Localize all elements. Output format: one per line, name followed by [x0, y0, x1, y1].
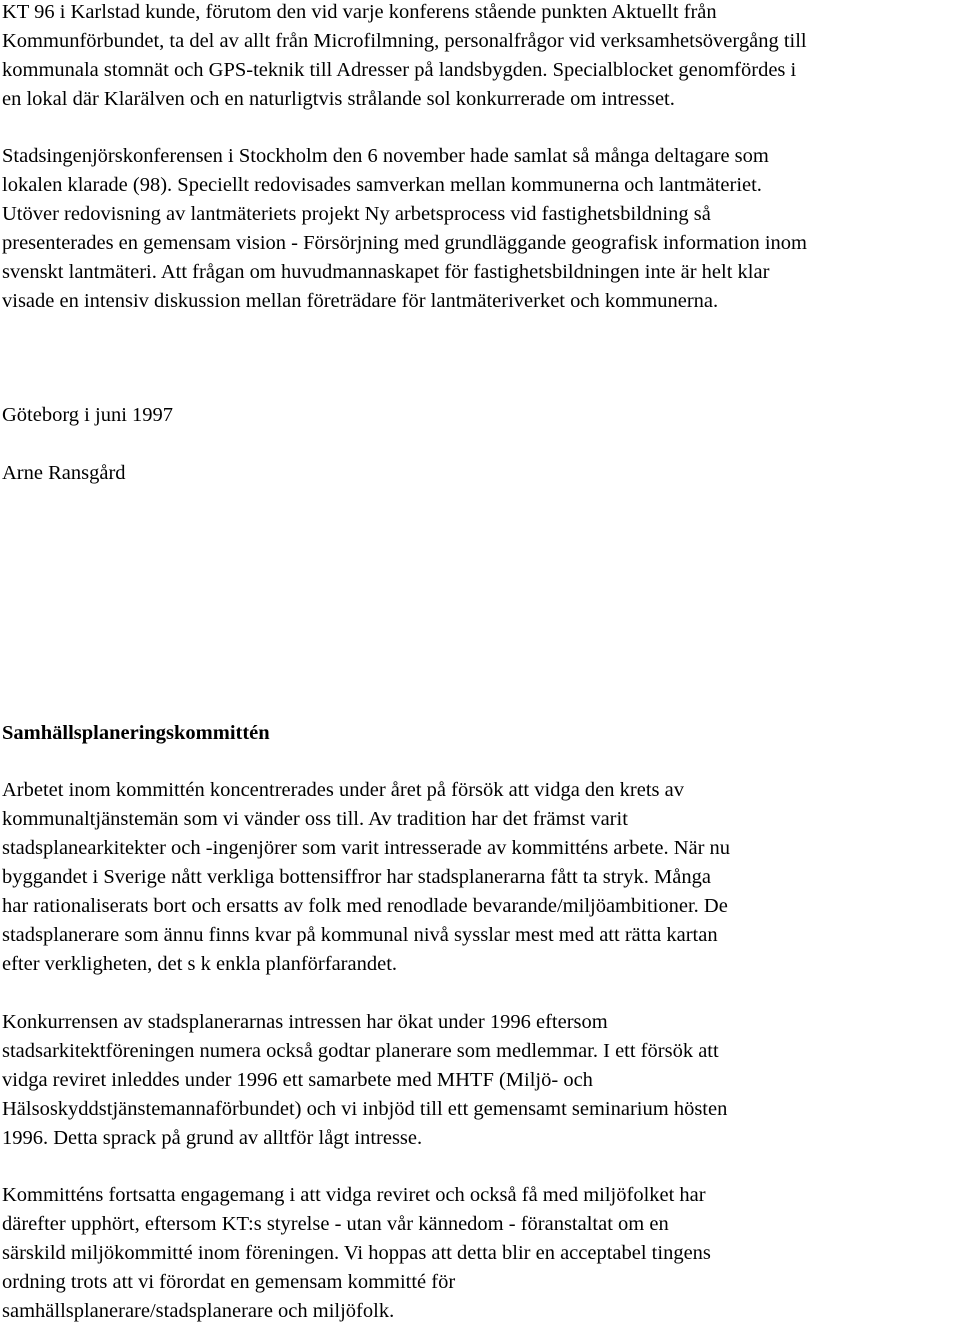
text-line: byggandet i Sverige nått verkliga bottensiffror har stadsplanerarna fått ta stryk. Många — [2, 866, 711, 888]
text-line: Arbetet inom kommittén koncentrerades under året på försök att vidga den krets av — [2, 779, 684, 801]
text-line: samhällsplanerare/stadsplanerare och miljöfolk. — [2, 1300, 395, 1322]
text-line: Kommunförbundet, ta del av allt från Microfilmning, personalfrågor vid verksamhetsövergång till — [2, 30, 807, 52]
text-line: Konkurrensen av stadsplanerarnas intressen har ökat under 1996 eftersom — [2, 1011, 608, 1033]
text-line: vidga reviret inleddes under 1996 ett samarbete med MHTF (Miljö- och — [2, 1069, 593, 1091]
text-line: KT 96 i Karlstad kunde, förutom den vid varje konferens stående punkten Aktuellt från — [2, 1, 717, 23]
dateline: Göteborg i juni 1997 — [2, 404, 174, 426]
paragraph-kt96-conference — [2, 0, 958, 114]
text-line: efter verkligheten, det s k enkla planförfarandet. — [2, 953, 398, 975]
text-line: stadsplanearkitekter och -ingenjörer som varit intresserade av kommitténs arbete. När nu — [2, 837, 731, 859]
paragraph-stadsingenjor-conference — [2, 142, 958, 316]
text-line: ordning trots att vi förordat en gemensam kommitté för — [2, 1271, 456, 1293]
text-line: 1996. Detta sprack på grund av alltför lågt intresse. — [2, 1127, 423, 1149]
paragraph-committee-work — [2, 776, 902, 979]
text-line: stadsarkitektföreningen numera också godtar planerare som medlemmar. I ett försök att — [2, 1040, 719, 1062]
text-line: Hälsoskyddstjänstemannaförbundet) och vi inbjöd till ett gemensamt seminarium hösten — [2, 1098, 728, 1120]
text-line: stadsplanerare som ännu finns kvar på kommunal nivå sysslar mest med att rätta kartan — [2, 924, 718, 946]
text-line: svenskt lantmäteri. Att frågan om huvudmannaskapet för fastighetsbildningen inte är helt klar — [2, 261, 770, 283]
text-line: har rationaliserats bort och ersatts av folk med renodlade bevarande/miljöambitioner. De — [2, 895, 728, 917]
text-line: särskild miljökommitté inom föreningen. Vi hoppas att detta blir en acceptabel tingens — [2, 1242, 711, 1264]
paragraph-competition — [2, 1008, 902, 1153]
text-line: en lokal där Klarälven och en naturligtvis strålande sol konkurrerade om intresset. — [2, 88, 675, 110]
text-line: lokalen klarade (98). Speciellt redovisades samverkan mellan kommunerna och lantmäteriet. — [2, 174, 762, 196]
text-line: kommunaltjänstemän som vi vänder oss till. Av tradition har det främst varit — [2, 808, 628, 830]
text-line: kommunala stomnät och GPS-teknik till Adresser på landsbygden. Specialblocket genomfördes i — [2, 59, 797, 81]
paragraph-continued-engagement — [2, 1181, 902, 1326]
text-line: Stadsingenjörskonferensen i Stockholm den 6 november hade samlat så många deltagare som — [2, 145, 769, 167]
text-line: visade en intensiv diskussion mellan företrädare för lantmäteriverket och kommunerna. — [2, 290, 719, 312]
text-line: Utöver redovisning av lantmäteriets projekt Ny arbetsprocess vid fastighetsbildning så — [2, 203, 711, 225]
text-line: presenterades en gemensam vision - Försörjning med grundläggande geografisk information inom — [2, 232, 807, 254]
text-line: Kommitténs fortsatta engagemang i att vidga reviret och också få med miljöfolket har — [2, 1184, 706, 1206]
signature-name: Arne Ransgård — [2, 462, 126, 484]
text-line: därefter upphört, eftersom KT:s styrelse - utan vår kännedom - föranstaltat om en — [2, 1213, 669, 1235]
section-heading: Samhällsplaneringskommittén — [2, 722, 270, 744]
